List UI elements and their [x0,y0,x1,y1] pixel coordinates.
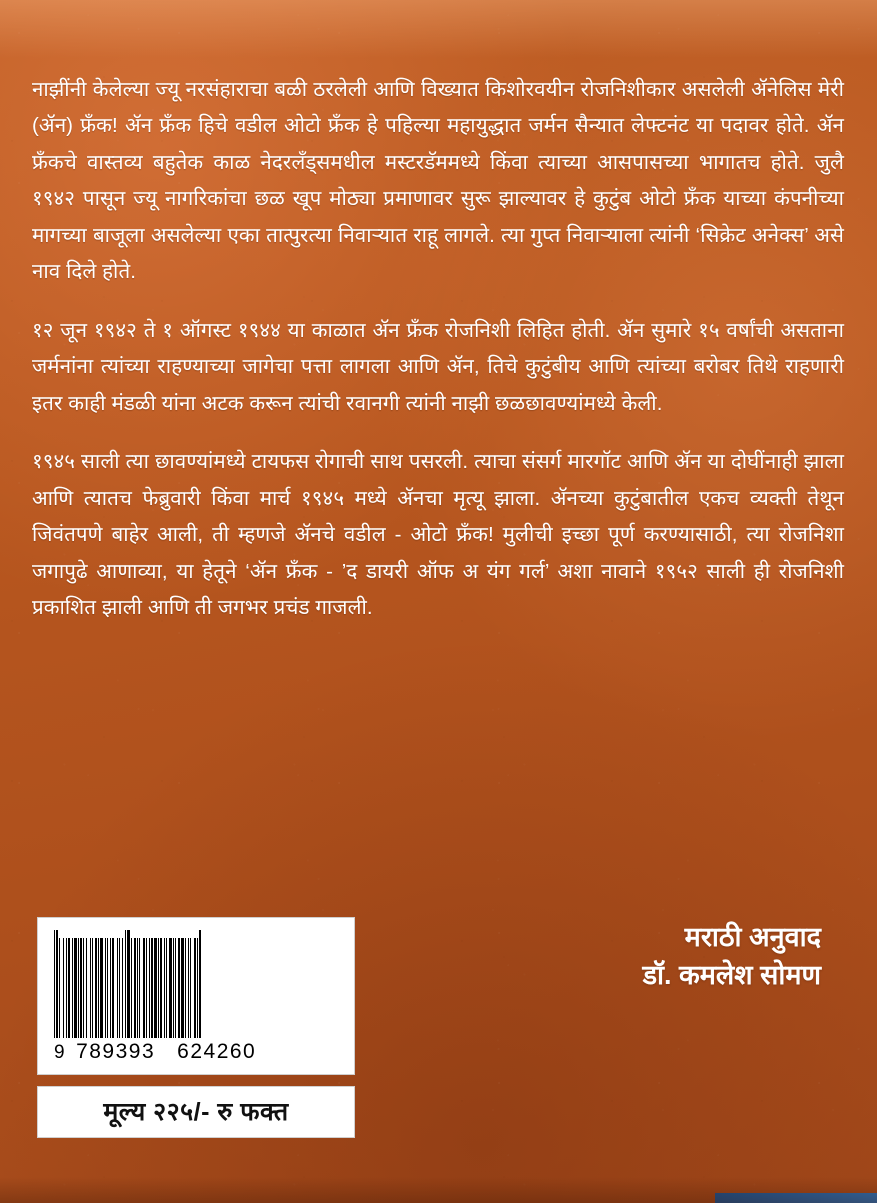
blurb-paragraph-3: १९४५ साली त्या छावण्यांमध्ये टायफस रोगाची साथ पसरली. त्याचा संसर्ग मारगॉट आणि ॲन या दोघींनाही झाला आणि त्यातच फेब्रुवारी किंवा मार्च १९४५ मध्ये ॲनचा मृत्यू झाला. ॲनच्या कुटुंबातील एकच व्यक्ती तेथून जिवंतपणे बाहेर आली, ती म्हणजे ॲनचे वडील - ओटो फ्रँक! मुलीची इच्छा पूर्ण करण्यासाठी, त्या रोजनिशा जगापुढे आणाव्या, या हेतूने ‘ॲन फ्रँक - ’द डायरी ऑफ अ यंग गर्ल’ अशा नावाने १९५२ साली ही रोजनिशी प्रकाशित झाली आणि ती जगभर प्रचंड गाजली. [32,450,844,620]
blurb-paragraph-1: नाझींनी केलेल्या ज्यू नरसंहाराचा बळी ठरलेली आणि विख्यात किशोरवयीन रोजनिशीकार असलेली ॲनेलिस मेरी (ॲन) फ्रँक! ॲन फ्रँक हिचे वडील ओटो फ्रँक हे पहिल्या महायुद्धात जर्मन सैन्यात लेफ्टनंट या पदावर होते. ॲन फ्रँकचे वास्तव्य बहुतेक काळ नेदरलँड्समधील मस्टरडॅममध्ये किंवा त्याच्या आसपासच्या भागातच होते. जुलै १९४२ पासून ज्यू नागरिकांचा छळ खूप मोठ्या प्रमाणावर सुरू झाल्यावर हे कुटुंब ओटो फ्रँक याच्या कंपनीच्या मागच्या बाजूला असलेल्या एका तात्पुरत्या निवाऱ्यात राहू लागले. त्या गुप्त निवाऱ्याला त्यांनी ‘सिक्रेट अनेक्स’ असे नाव दिले होते. [32,78,844,284]
barcode-block [37,917,355,1075]
credit-line-translation-label: मराठी अनुवाद [684,922,821,952]
barcode-group-2: 624260 [177,1040,257,1063]
corner-color-sliver [715,1193,877,1203]
barcode-bars [54,930,338,1038]
price-text: मूल्य २२५/- रु फक्त [103,1098,289,1126]
translator-credits [643,918,821,995]
credit-line-translator-name: डॉ. कमलेश सोमण [642,960,821,991]
barcode-group-1: 789393 [76,1040,156,1063]
price-box [37,1086,355,1138]
barcode-digits [52,1038,340,1068]
barcode-bar [201,930,202,1038]
blurb-paragraph-2: १२ जून १९४२ ते १ ऑगस्ट १९४४ या काळात ॲन फ्रँक रोजनिशी लिहित होती. ॲन सुमारे १५ वर्षांची असताना जर्मनांना त्यांच्या राहण्याच्या जागेचा पत्ता लागला आणि ॲन, तिचे कुटुंबीय आणि त्यांच्या बरोबर तिथे राहणारी इतर काही मंडळी यांना अटक करून त्यांची रवानगी त्यांनी नाझी छळछावण्यांमध्ये केली. [32,318,844,415]
top-edge-highlight [0,0,877,58]
barcode-lead-digit: 9 [54,1042,67,1063]
blurb-text [32,72,844,627]
